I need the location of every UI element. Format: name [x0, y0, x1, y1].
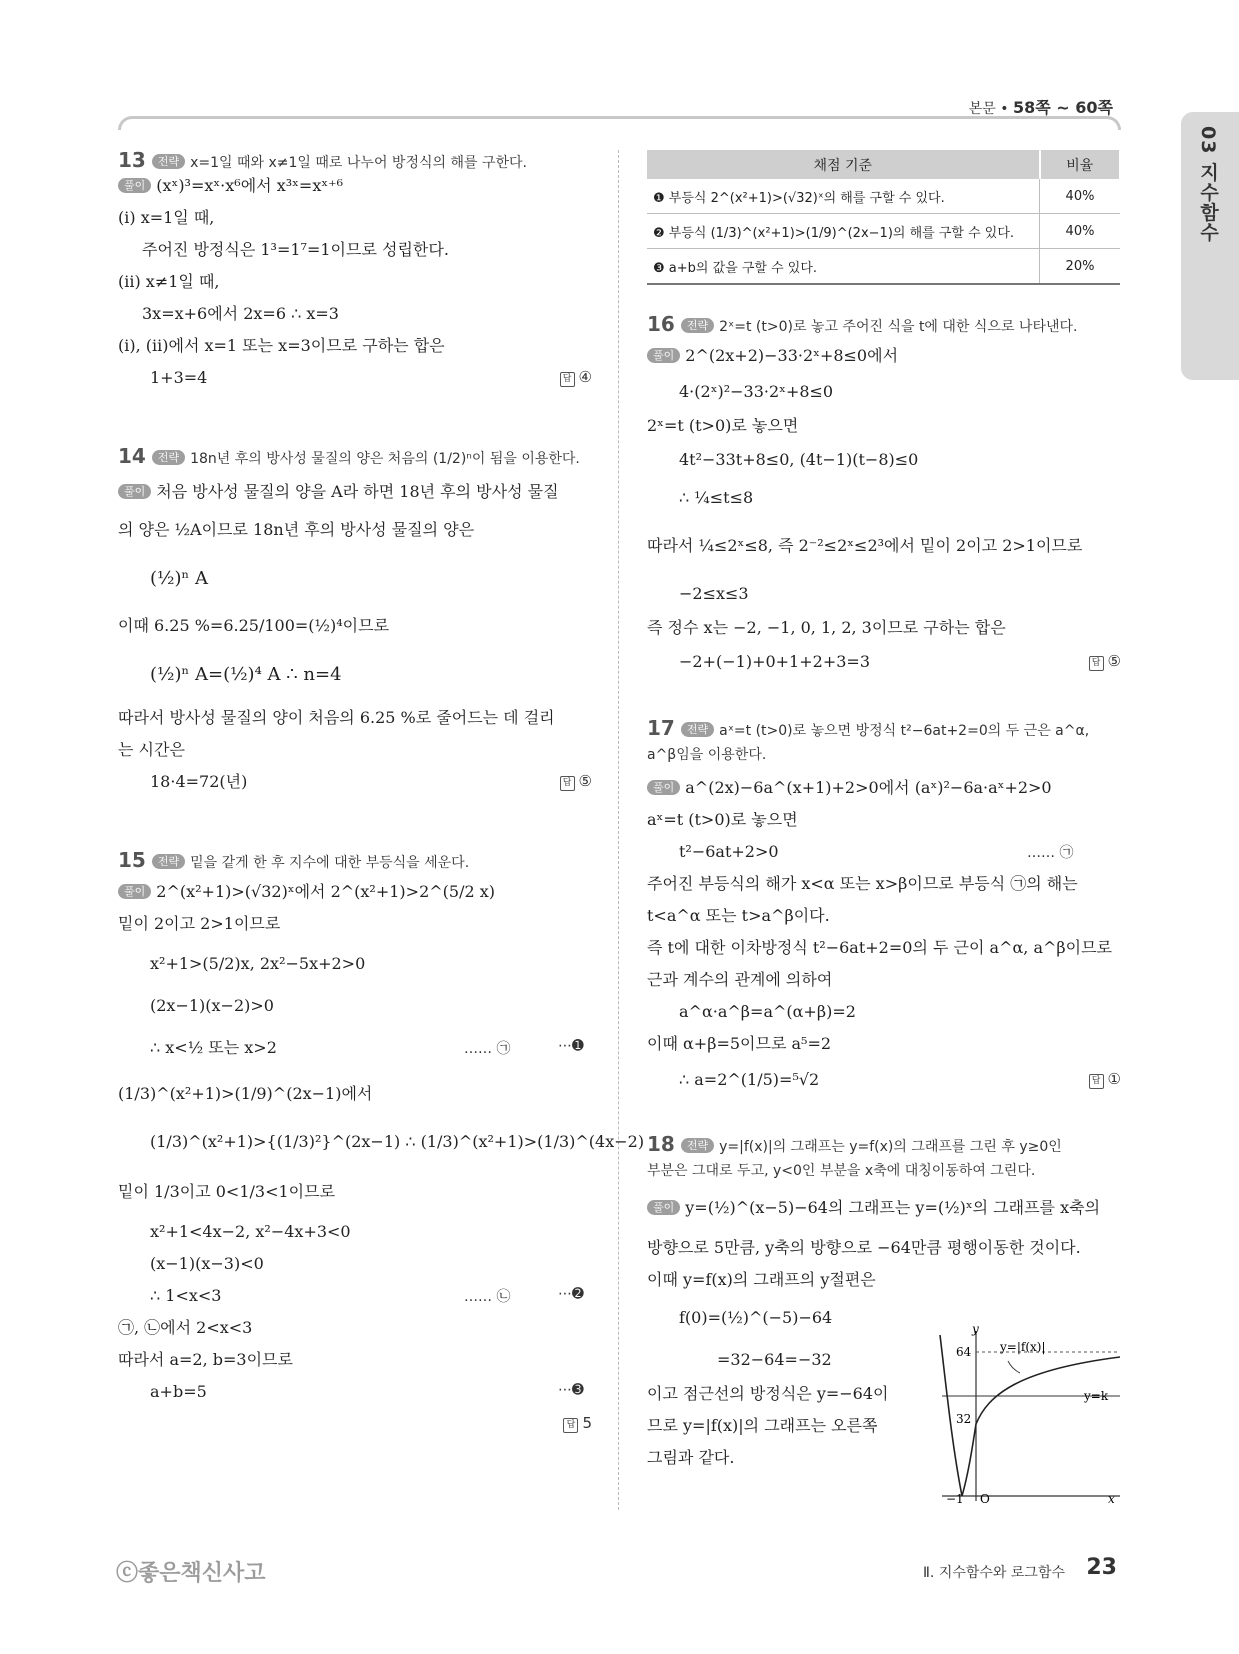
grading-header-ratio: 비율 — [1040, 150, 1121, 179]
problem-15-line: ㉠, ㉡에서 2<x<3 — [118, 1318, 253, 1337]
problem-17-header: 17 전략 aˣ=t (t>0)로 놓으면 방정식 t²−6at+2=0의 두 근은 a^α, — [647, 716, 1090, 740]
problem-15-answer: 답 5 — [563, 1414, 592, 1433]
tick-32: 32 — [956, 1412, 972, 1426]
problem-14-answer: 답 ⑤ — [560, 772, 592, 791]
abs-function-graph — [938, 1325, 1123, 1505]
problem-16-line: 4t²−33t+8≤0, (4t−1)(t−8)≤0 — [679, 450, 919, 469]
grading-header-criterion: 채점 기준 — [647, 150, 1040, 179]
problem-18-line: 방향으로 5만큼, y축의 방향으로 −64만큼 평행이동한 것이다. — [647, 1238, 1081, 1257]
problem-13-line: 1+3=4 — [150, 368, 208, 387]
problem-17-line: 주어진 부등식의 해가 x<α 또는 x>β이므로 부등식 ㉠의 해는 — [647, 874, 1078, 893]
problem-15-line: (x−1)(x−3)<0 — [150, 1254, 264, 1273]
problem-13-header: 13 전략 x=1일 때와 x≠1일 때로 나누어 방정식의 해를 구한다. — [118, 148, 527, 172]
problem-15-line: 밑이 1/3이고 0<1/3<1이므로 — [118, 1182, 336, 1201]
problem-18-line: 풀이 y=(½)^(x−5)−64의 그래프는 y=(½)ˣ의 그래프를 x축의 — [647, 1198, 1100, 1217]
problem-18-line: =32−64=−32 — [717, 1350, 832, 1369]
problem-17-line: ∴ a=2^(1/5)=⁵√2 — [679, 1070, 820, 1089]
step-marker-2: ⋯➋ — [558, 1286, 584, 1302]
chapter-tab: 03 지수함수 — [1181, 112, 1239, 380]
tag-2: …… ㉡ — [464, 1289, 511, 1305]
problem-16-line: 즉 정수 x는 −2, −1, 0, 1, 2, 3이므로 구하는 합은 — [647, 618, 1006, 637]
problem-17-line: t²−6at+2>0 — [679, 842, 779, 861]
problem-16-line: −2≤x≤3 — [679, 584, 749, 603]
problem-14-line: 는 시간은 — [118, 740, 185, 759]
problem-17-line: 근과 계수의 관계에 의하여 — [647, 970, 833, 989]
tick-neg1: −1 — [946, 1492, 964, 1505]
problem-13-line: 3x=x+6에서 2x=6 ∴ x=3 — [142, 304, 339, 323]
grading-ratio: 40% — [1040, 214, 1121, 249]
column-divider — [618, 150, 619, 1510]
problem-13-line: (ⅰ), (ⅱ)에서 x=1 또는 x=3이므로 구하는 합은 — [118, 336, 445, 355]
grading-criterion: ❸ a+b의 값을 구할 수 있다. — [647, 249, 1040, 285]
problem-15-line: (2x−1)(x−2)>0 — [150, 996, 274, 1015]
problem-15-line: ∴ 1<x<3 — [150, 1286, 222, 1305]
grading-ratio: 20% — [1040, 249, 1121, 285]
problem-14-line: (½)ⁿ A — [150, 568, 208, 589]
problem-18-line: f(0)=(½)^(−5)−64 — [679, 1308, 833, 1327]
problem-15-line: 따라서 a=2, b=3이므로 — [118, 1350, 293, 1369]
page-reference: 본문 • 58쪽 ~ 60쪽 — [968, 98, 1113, 117]
problem-15-header: 15 전략 밑을 같게 한 후 지수에 대한 부등식을 세운다. — [118, 848, 470, 872]
grading-table — [647, 150, 1121, 285]
problem-13-answer: 답 ④ — [560, 368, 592, 387]
y-axis-label: y — [972, 1325, 979, 1336]
problem-14-line: 따라서 방사성 물질의 양이 처음의 6.25 %로 줄어드는 데 걸리 — [118, 708, 555, 727]
problem-17-line: 이때 α+β=5이므로 a⁵=2 — [647, 1034, 832, 1053]
grading-criterion: ❷ 부등식 (1/3)^(x²+1)>(1/9)^(2x−1)의 해를 구할 수 있다. — [647, 214, 1040, 249]
problem-15-line: 풀이 2^(x²+1)>(√32)ˣ에서 2^(x²+1)>2^(5/2 x) — [118, 882, 495, 901]
problem-13-line: (ⅰ) x=1일 때, — [118, 208, 215, 227]
step-marker-1: ⋯➊ — [558, 1038, 584, 1054]
x-axis-label: x — [1108, 1492, 1115, 1505]
problem-15-line: (1/3)^(x²+1)>(1/9)^(2x−1)에서 — [118, 1084, 373, 1103]
grading-criterion: ❶ 부등식 2^(x²+1)>(√32)ˣ의 해를 구할 수 있다. — [647, 179, 1040, 214]
problem-14-line: 18·4=72(년) — [150, 772, 248, 791]
problem-15-line: 밑이 2이고 2>1이므로 — [118, 914, 281, 933]
table-row — [647, 214, 1120, 249]
problem-16-line: ∴ ¼≤t≤8 — [679, 488, 754, 507]
problem-13-line: 풀이 (xˣ)³=xˣ·x⁶에서 x³ˣ=xˣ⁺⁶ — [118, 176, 343, 195]
problem-17-line: aˣ=t (t>0)로 놓으면 — [647, 810, 798, 829]
problem-14-header: 14 전략 18n년 후의 방사성 물질의 양은 처음의 (1/2)ⁿ이 됨을 이용한다. — [118, 444, 580, 468]
problem-14-line: 의 양은 ½A이므로 18n년 후의 방사성 물질의 양은 — [118, 520, 475, 539]
line-label: y=k — [1084, 1389, 1109, 1403]
problem-14-line: 이때 6.25 %=6.25/100=(½)⁴이므로 — [118, 616, 390, 635]
problem-15-line: ∴ x<½ 또는 x>2 — [150, 1038, 277, 1057]
footer-chapter: Ⅱ. 지수함수와 로그함수 — [923, 1565, 1065, 1581]
step-marker-3: ⋯➌ — [558, 1382, 584, 1398]
problem-14-line: (½)ⁿ A=(½)⁴ A ∴ n=4 — [150, 664, 342, 685]
grading-ratio: 40% — [1040, 179, 1121, 214]
tag-1: …… ㉠ — [464, 1041, 511, 1057]
problem-18-line: 이고 점근선의 방정식은 y=−64이 — [647, 1384, 889, 1403]
problem-15-line: x²+1<4x−2, x²−4x+3<0 — [150, 1222, 351, 1241]
problem-17-line: a^α·a^β=a^(α+β)=2 — [679, 1002, 856, 1021]
problem-16-line: 4·(2ˣ)²−33·2ˣ+8≤0 — [679, 382, 834, 401]
problem-17-line: 풀이 a^(2x)−6a^(x+1)+2>0에서 (aˣ)²−6a·aˣ+2>0 — [647, 778, 1052, 797]
table-row — [647, 249, 1120, 285]
curve-label: y=|f(x)| — [1000, 1340, 1046, 1354]
problem-13-line: (ⅱ) x≠1일 때, — [118, 272, 220, 291]
top-rule — [118, 116, 1121, 130]
tag-17: …… ㉠ — [1027, 845, 1074, 861]
publisher-logo: ⓒ좋은책신사고 — [116, 1561, 266, 1586]
problem-18-line: 므로 y=|f(x)|의 그래프는 오른쪽 — [647, 1416, 878, 1435]
problem-15-line: a+b=5 — [150, 1382, 207, 1401]
problem-16-line: −2+(−1)+0+1+2+3=3 — [679, 652, 870, 671]
problem-15-line: (1/3)^(x²+1)>{(1/3)²}^(2x−1) ∴ (1/3)^(x²+1)>(1/3)^(4x−2) — [150, 1132, 645, 1151]
problem-17-line: t<a^α 또는 t>a^β이다. — [647, 906, 830, 925]
tick-64: 64 — [956, 1345, 972, 1359]
problem-18-header: 18 전략 y=|f(x)|의 그래프는 y=f(x)의 그래프를 그린 후 y≥0인 — [647, 1132, 1062, 1156]
problem-18-line: 이때 y=f(x)의 그래프의 y절편은 — [647, 1270, 876, 1289]
problem-16-line: 2ˣ=t (t>0)로 놓으면 — [647, 416, 799, 435]
problem-16-header: 16 전략 2ˣ=t (t>0)로 놓고 주어진 식을 t에 대한 식으로 나타낸다. — [647, 312, 1078, 336]
problem-15-line: x²+1>(5/2)x, 2x²−5x+2>0 — [150, 954, 366, 973]
problem-14-line: 풀이 처음 방사성 물질의 양을 A라 하면 18년 후의 방사성 물질 — [118, 482, 559, 501]
problem-17-answer: 답 ① — [1089, 1070, 1121, 1089]
problem-17-strategy-cont: a^β임을 이용한다. — [647, 747, 767, 763]
problem-13-line: 주어진 방정식은 1³=1⁷=1이므로 성립한다. — [142, 240, 449, 259]
problem-18-strategy-cont: 부분은 그대로 두고, y<0인 부분을 x축에 대칭이동하여 그린다. — [647, 1163, 1036, 1179]
problem-16-line: 따라서 ¼≤2ˣ≤8, 즉 2⁻²≤2ˣ≤2³에서 밑이 2이고 2>1이므로 — [647, 536, 1083, 555]
page-number: 23 — [1086, 1555, 1117, 1580]
problem-16-answer: 답 ⑤ — [1089, 652, 1121, 671]
problem-16-line: 풀이 2^(2x+2)−33·2ˣ+8≤0에서 — [647, 346, 898, 365]
table-row — [647, 179, 1120, 214]
problem-17-line: 즉 t에 대한 이차방정식 t²−6at+2=0의 두 근이 a^α, a^β이므로 — [647, 938, 1113, 957]
label-pointer — [1008, 1361, 1020, 1373]
problem-18-line: 그림과 같다. — [647, 1448, 735, 1467]
origin-label: O — [980, 1492, 990, 1505]
